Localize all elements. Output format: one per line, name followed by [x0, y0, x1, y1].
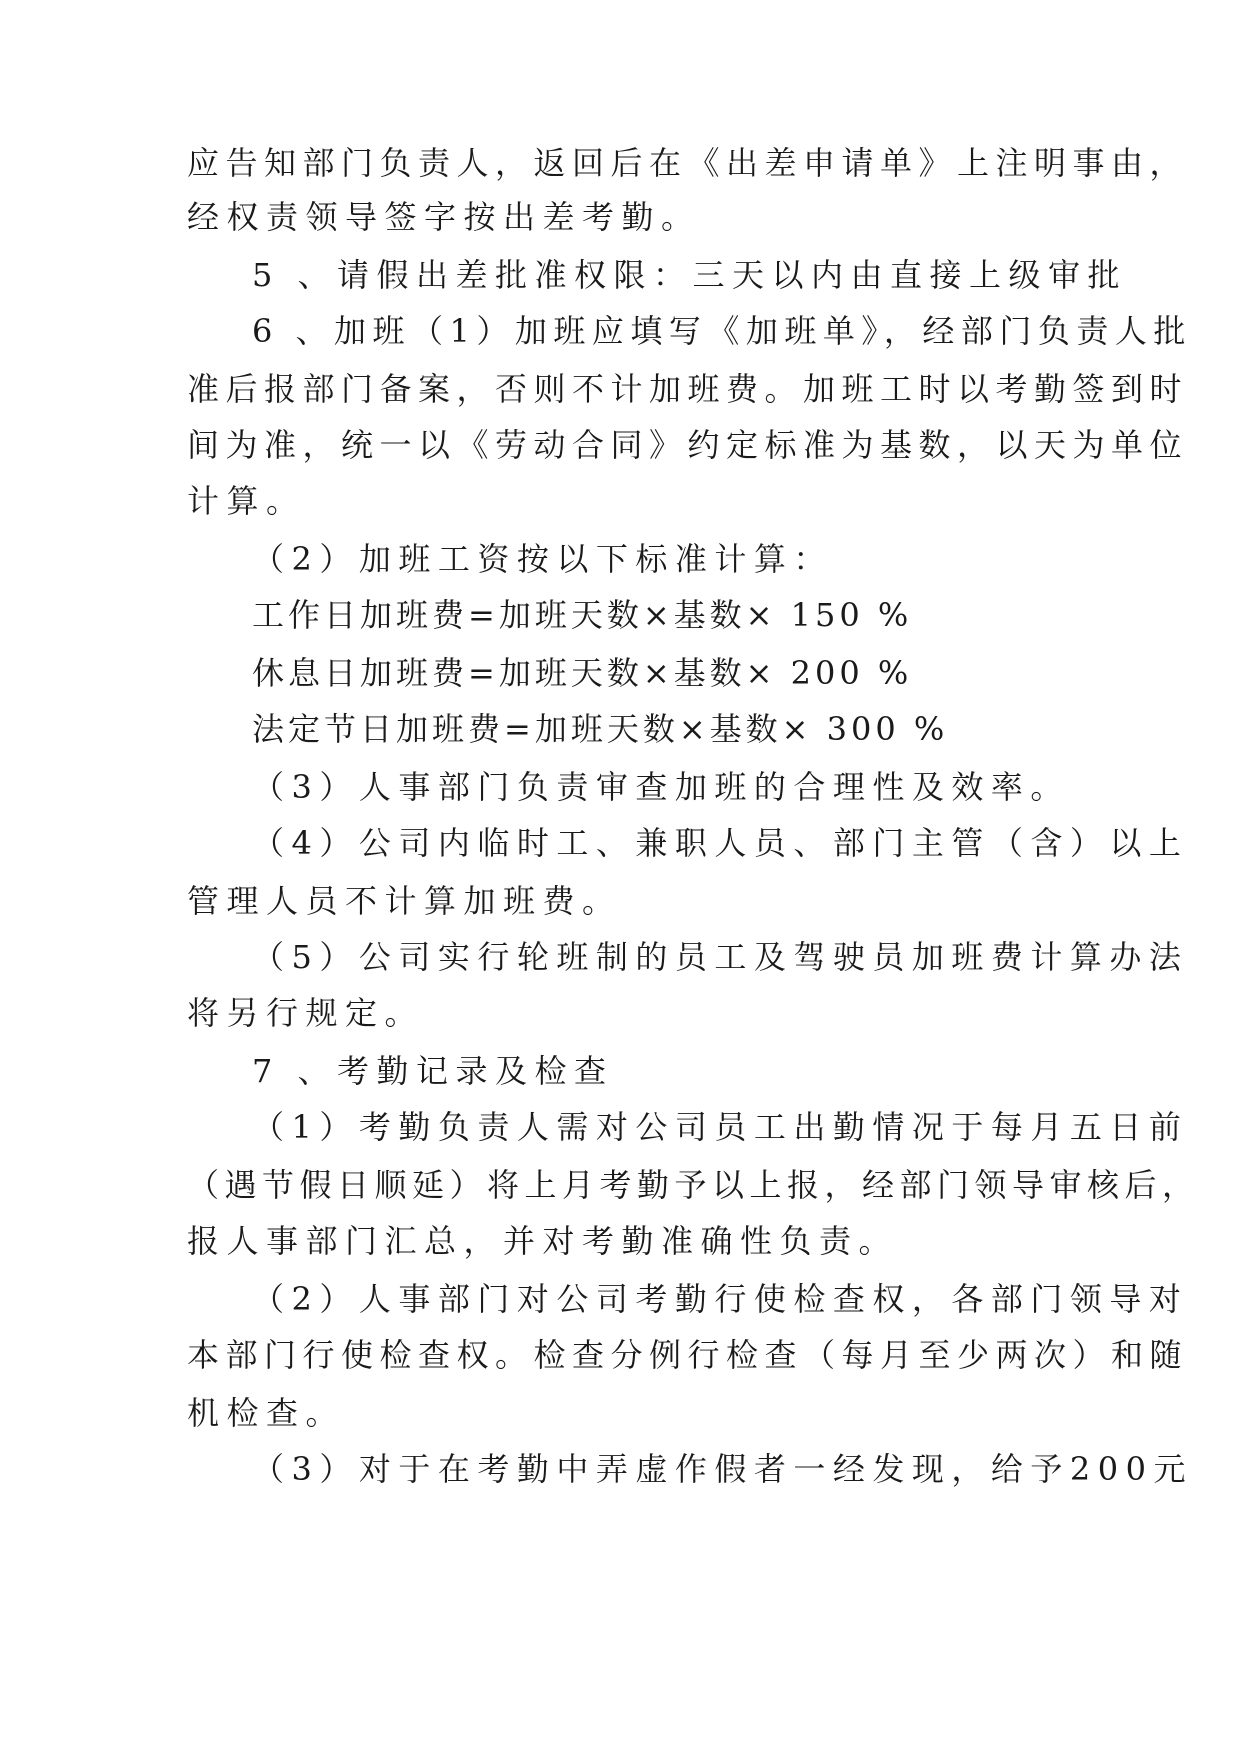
- paragraph-line: 本部门行使检查权。检查分例行检查（每月至少两次）和随: [187, 1336, 1189, 1374]
- paragraph-line: 将另行规定。: [187, 994, 425, 1032]
- section-heading: 5 、请假出差批准权限：三天以内由直接上级审批: [252, 256, 1128, 294]
- list-item: （5）公司实行轮班制的员工及驾驶员加班费计算办法: [252, 938, 1189, 976]
- paragraph-line: 管理人员不计算加班费。: [187, 882, 622, 920]
- paragraph-line: 机检查。: [187, 1394, 346, 1432]
- paragraph-line: 间为准，统一以《劳动合同》约定标准为基数，以天为单位: [187, 426, 1189, 464]
- list-item: （1）考勤负责人需对公司员工出勤情况于每月五日前: [252, 1108, 1189, 1146]
- paragraph-line: 经权责领导签字按出差考勤。: [187, 198, 701, 236]
- formula-line: 法定节日加班费=加班天数×基数× 300 %: [252, 710, 949, 748]
- paragraph-line: 准后报部门备案，否则不计加班费。加班工时以考勤签到时: [187, 370, 1189, 408]
- paragraph-line: （遇节假日顺延）将上月考勤予以上报，经部门领导审核后，: [187, 1166, 1200, 1204]
- paragraph-line: 计算。: [187, 482, 306, 520]
- paragraph-line: 应告知部门负责人，返回后在《出差申请单》上注明事由，: [187, 144, 1189, 182]
- paragraph-line: 报人事部门汇总，并对考勤准确性负责。: [187, 1222, 899, 1260]
- formula-line: 工作日加班费=加班天数×基数× 150 %: [252, 596, 913, 634]
- section-heading: 7 、考勤记录及检查: [252, 1052, 614, 1090]
- formula-line: 休息日加班费=加班天数×基数× 200 %: [252, 654, 913, 692]
- section-heading: 6 、加班（1）加班应填写《加班单》，经部门负责人批: [252, 312, 1192, 350]
- list-item: （3）对于在考勤中弄虚作假者一经发现，给予200元: [252, 1450, 1193, 1488]
- list-item: （4）公司内临时工、兼职人员、部门主管（含）以上: [252, 824, 1189, 862]
- list-item: （3）人事部门负责审查加班的合理性及效率。: [252, 768, 1070, 806]
- list-item: （2）加班工资按以下标准计算：: [252, 540, 833, 578]
- list-item: （2）人事部门对公司考勤行使检查权，各部门领导对: [252, 1280, 1189, 1318]
